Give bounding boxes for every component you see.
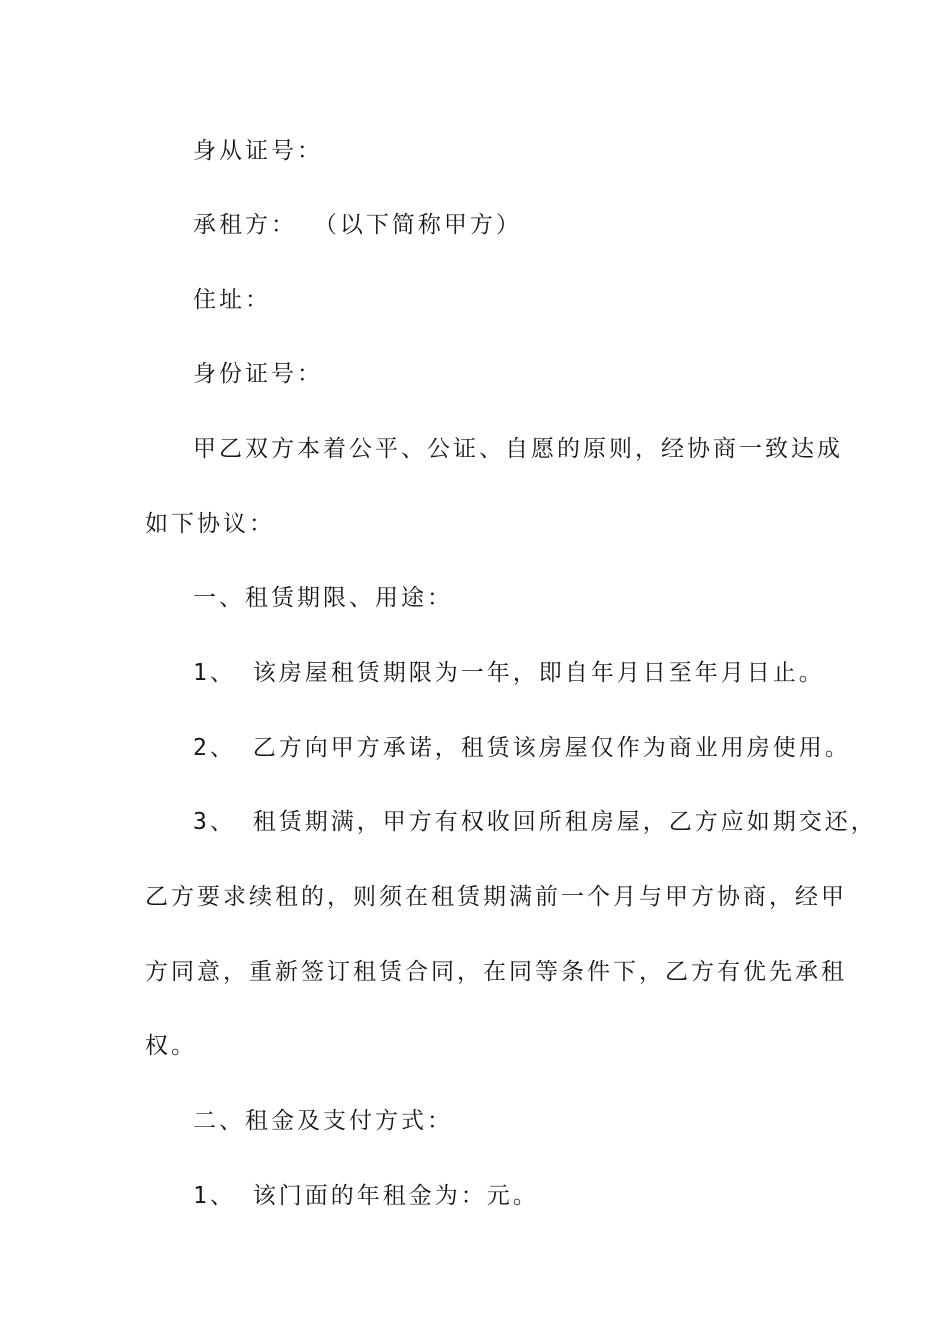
clause-1-1: 1、 该房屋租赁期限为一年，即自年月日至年月日止。 [193,660,825,686]
lessee-line: 承租方： （以下简称甲方） [193,212,522,238]
clause-1-3-line-2: 乙方要求续租的，则须在租赁期满前一个月与甲方协商，经甲 [145,884,847,910]
section-one-heading: 一、租赁期限、用途： [193,585,453,611]
clause-1-2: 2、 乙方向甲方承诺，租赁该房屋仅作为商业用房使用。 [193,735,851,761]
id-number-line-1: 身从证号： [193,138,323,164]
section-two-heading: 二、租金及支付方式： [193,1108,453,1134]
agreement-intro-line-1: 甲乙双方本着公平、公证、自愿的原则，经协商一致达成 [193,436,843,462]
clause-2-1: 1、 该门面的年租金为：元。 [193,1183,539,1209]
agreement-intro-line-2: 如下协议： [145,511,275,537]
id-number-line-2: 身份证号： [193,361,323,387]
clause-1-3-line-1: 3、 租赁期满，甲方有权收回所租房屋，乙方应如期交还， [193,809,877,835]
clause-1-3-line-4: 权。 [145,1033,197,1059]
clause-1-3-line-3: 方同意，重新签订租赁合同，在同等条件下，乙方有优先承租 [145,959,847,985]
address-line: 住址： [193,287,271,313]
